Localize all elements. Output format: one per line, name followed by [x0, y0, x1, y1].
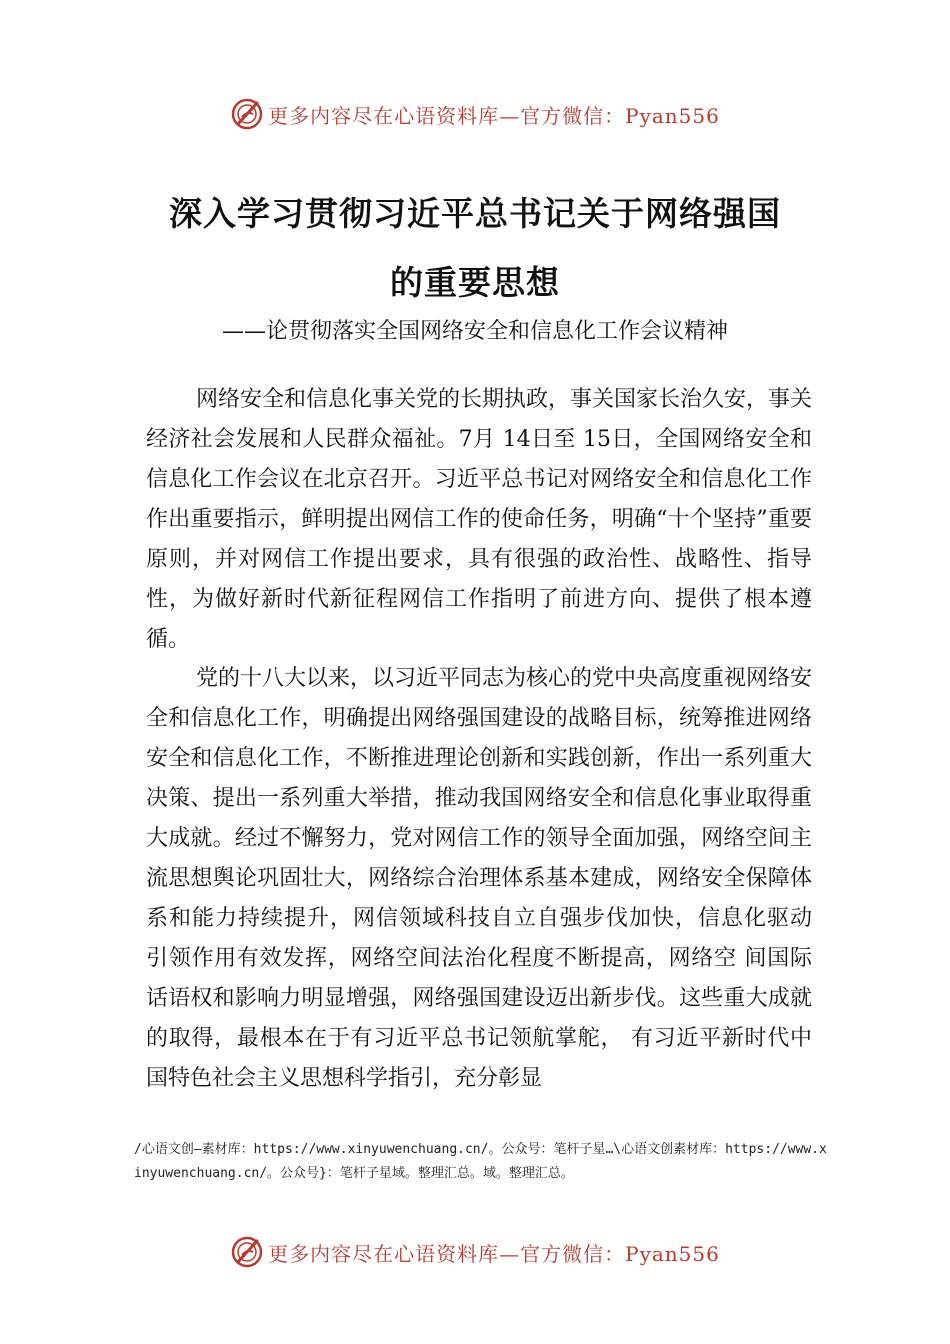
- document-title-line-1: 深入学习贯彻习近平总书记关于网络强国: [169, 194, 781, 233]
- document-subtitle: ——论贯彻落实全国网络安全和信息化工作会议精神: [221, 319, 728, 344]
- banner-text: 更多内容尽在心语资料库—官方微信：Pyan556: [268, 1241, 720, 1266]
- source-footnote: /心语文创—素材库：https://www.xinyuwenchuang.cn/。公众号：笔杆子星…\心语文创素材库：https://www.xinyuwenchuang.cn/。公众号}：笔杆子星域。整理汇总。域。整理汇总。: [134, 1142, 827, 1181]
- footer-banner: [0, 1232, 950, 1272]
- banner-text: 更多内容尽在心语资料库—官方微信：Pyan556: [268, 103, 720, 128]
- body-paragraph-2: 党的十八大以来，以习近平同志为核心的党中央高度重视网络安全和信息化工作，明确提出网络强国建设的战略目标，统筹推进网络安全和信息化工作，不断推进理论创新和实践创新，作出一系列重大决策、提出一系列重大举措，推动我国网络安全和信息化事业取得重大成就。经过不懈努力，党对网信工作的领导全面加强，网络空间主流思想舆论巩固壮大，网络综合治理体系基本建成，网络安全保障体系和能力持续提升，网信领域科技自立自强步伐加快，信息化驱动 引领作用有效发挥，网络空间法治化程度不断提高，网络空 间国际话语权和影响力明显增强，网络强国建设迈出新步伐。这些重大成就的取得，最根本在于有习近平总书记领航掌舵， 有习近平新时代中国特色社会主义思想科学指引，充分彰显: [146, 666, 813, 1091]
- header-banner: [0, 94, 950, 134]
- document-title-line-2: 的重要思想: [390, 263, 560, 302]
- seal-logo-icon: [230, 1235, 264, 1269]
- body-paragraph-1: 网络安全和信息化事关党的长期执政，事关国家长治久安，事关经济社会发展和人民群众福祉。7月 14日至 15日，全国网络安全和信息化工作会议在北京召开。习近平总书记对网络安全和信息化工作作出重要指示，鲜明提出网信工作的使命任务，明确“十个坚持”重要原则，并对网信工作提出要求，具有很强的政治性、战略性、指导性，为做好新时代新征程网信工作指明了前进方向、提供了根本遵循。: [146, 387, 813, 652]
- seal-logo-icon: [230, 97, 264, 131]
